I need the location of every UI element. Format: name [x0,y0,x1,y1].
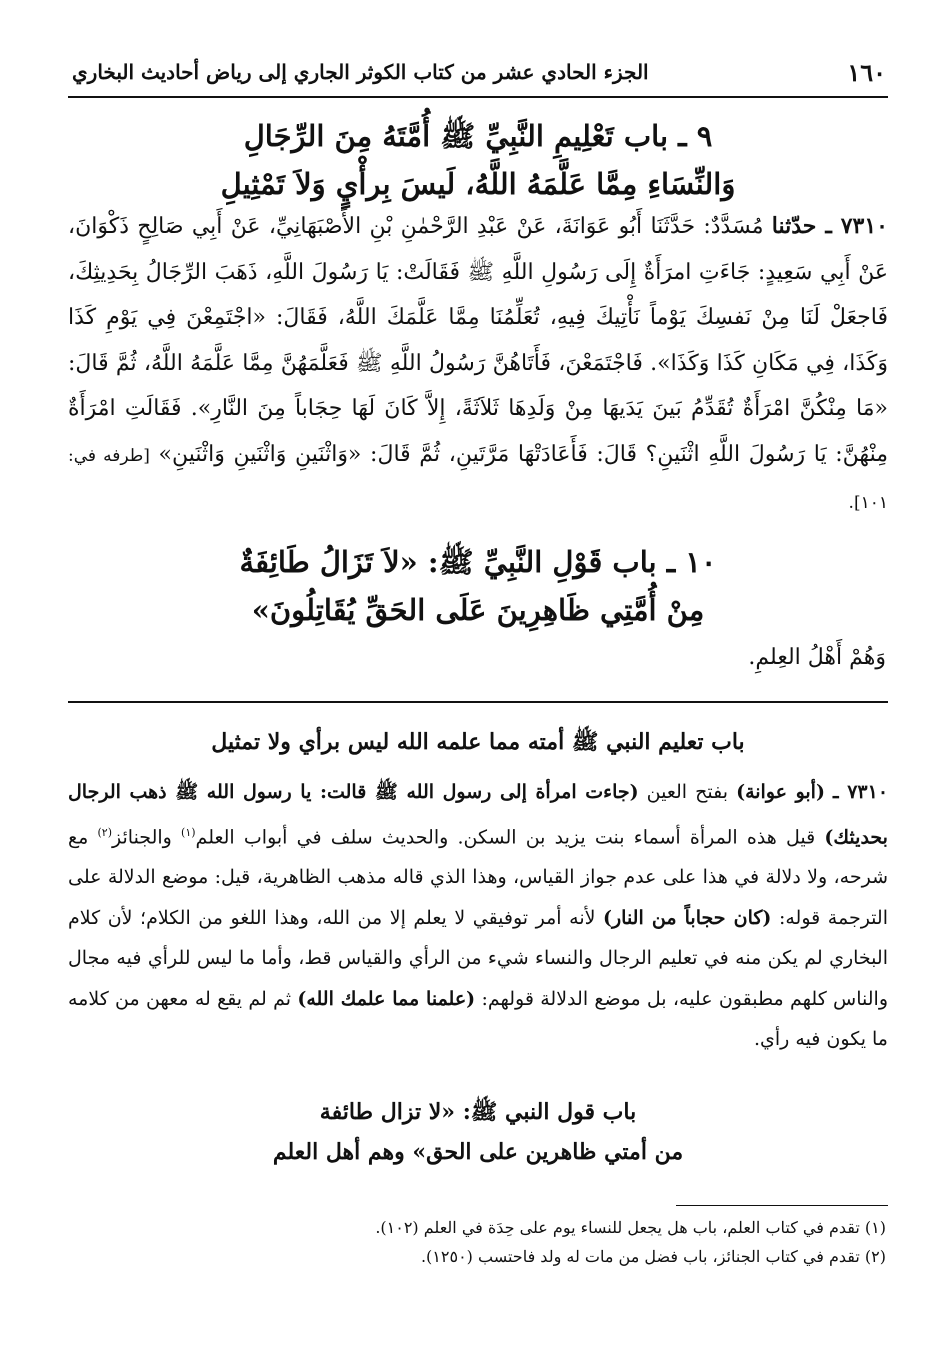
commentary-heading-2-line-1: باب قول النبي ﷺ: «لا تزال طائفة [319,1099,637,1125]
commentary-text-4: لأنه أمر توفيقي لا يعلم إلا من الله، وهذا اللغو من الكلام؛ لأن كلام البخاري لم يكن منه في تعليم الرجال والنساء شيء من الرأي والقياس قط، وأما ما ليس للرأي فيه مجال والناس كلهم مطبقون عليه، بل موضع الدلالة قولهم: [68,906,889,1010]
commentary-quote-teach: (علمنا مما علمك الله) [297,987,476,1010]
commentary-quote-veil: (كان حجاباً من النار) [602,906,772,929]
chapter-10-heading-line-1: ١٠ ـ باب قَوْلِ النَّبِيِّ ﷺ: «لاَ تَزَالُ طَائِفَةٌ [239,545,717,579]
commentary-quote-hadith: (جاءت امرأة إلى رسول الله ﷺ قالت: يا رسول الله ﷺ ذهب الرجال بحديثك) [68,781,888,848]
chapter-9-heading [68,112,888,208]
book-page [68,0,888,1361]
footnote-1: (١) تقدم في كتاب العلم، باب هل يجعل للنساء يوم على حِدَة في العلم (١٠٢). [375,1218,886,1237]
footnote-2: (٢) تقدم في كتاب الجنائز، باب فضل من مات له ولد فاحتسب (١٢٥٠). [420,1247,886,1266]
hadith-number-label: ٧٣١٠ ـ حدّثنا [771,213,888,239]
commentary-gloss: بفتح العين [646,781,729,803]
page-header [68,56,888,98]
footnote-marker-2[interactable]: (٢) [97,825,113,839]
commentary-text-5: ثم لم يقع له معهن من كلامه ما يكون فيه رأي. [68,987,888,1051]
commentary-text-1: قيل هذه المرأة أسماء بنت يزيد بن السكن. والحديث سلف في أبواب العلم [195,825,816,848]
footnote-marker-1[interactable]: (١) [181,825,196,839]
chapter-10-heading-line-2: مِنْ أُمَّتِي ظَاهِرِينَ عَلَى الحَقِّ يُقَاتِلُونَ» [251,593,705,627]
page-number: ١٦٠ [847,58,886,87]
commentary-7310-text [68,772,888,1060]
commentary-quote-narrator: (أبو عوانة) [736,781,825,803]
chapter-9-heading-line-2: وَالنِّسَاءِ مِمَّا عَلَّمَهُ اللَّهُ، لَيسَ بِرأْيٍ وَلاَ تَمْثِيلِ [220,167,736,201]
chapter-10-continuation: وَهُمْ أَهْلُ العِلمِ. [748,645,886,670]
commentary-text-3: مع شرحه، ولا دلالة في هذا على عدم جواز القياس، وهذا الذي قاله مذهب الظاهرية، قيل: موضع الدلالة على الترجمة قوله: [68,825,888,929]
footnotes [70,1213,886,1271]
running-title: الجزء الحادي عشر من كتاب الكوثر الجاري إلى رياض أحاديث البخاري [72,60,649,84]
hadith-body: مُسَدَّدٌ: حَدَّثَنَا أَبُو عَوَانَةَ، عَنْ عَبْدِ الرَّحْمٰنِ بْنِ الأَصْبَهَانِيِّ، عَنْ أَبِي صَالِحٍ ذَكْوَانَ، عَنْ أَبِي سَعِيدٍ: جَاءَتِ امرَأَةٌ إِلَى رَسُولِ اللَّهِ ﷺ فَقَالَتْ: يَا رَسُولَ اللَّهِ، ذَهَبَ الرِّجَالُ بِحَدِيثِكَ، فَاجعَلْ لَنَا مِنْ نَفسِكَ يَوْماً نَأْتِيكَ فِيهِ، تُعَلِّمُنَا مِمَّا عَلَّمَكَ اللَّهُ، فَقَالَ: «اجْتَمِعْنَ فِي يَوْمِ كَذَا وَكَذَا، فِي مَكَانِ كَذَا وَكَذَا». فَاجْتَمَعْنَ، فَأَتَاهُنَّ رَسُولُ اللَّهِ ﷺ فَعَلَّمَهُنَّ مِمَّا عَلَّمَهُ اللَّهُ، ثُمَّ قَالَ: «مَا مِنْكُنَّ امْرَأَةٌ تُقَدِّمُ بَينَ يَدَيهَا مِنْ وَلَدِهَا ثَلاَثَةً، إِلاَّ كَانَ لَهَا حِجَاباً مِنَ النَّارِ». فَقَالَتِ امْرَأَةٌ مِنْهُنَّ: يَا رَسُولَ اللَّهِ اثْنَينِ؟ قَالَ: فَأَعَادَتْهَا مَرَّتَينِ، ثُمَّ قَالَ: «وَاثْنَينِ وَاثْنَينِ وَاثْنَينِ» [68,214,888,467]
chapter-9-heading-line-1: ٩ ـ باب تَعْلِيمِ النَّبِيِّ ﷺ أُمَّتَهُ مِنَ الرِّجَالِ [243,119,713,153]
commentary-heading-2-line-2: من أمتي ظاهرين على الحق» وهم أهل العلم [272,1139,684,1165]
section-divider [68,701,888,703]
commentary-heading-2 [68,1092,888,1172]
hadith-cross-reference: [طرفه في: ١٠١]. [68,445,888,513]
footnote-divider [676,1205,888,1206]
commentary-text-2: والجنائز [112,825,172,848]
commentary-number: ٧٣١٠ ـ [833,781,889,803]
commentary-heading: باب تعليم النبي ﷺ أمته مما علمه الله ليس برأي ولا تمثيل [211,729,745,755]
chapter-10-heading [68,538,888,634]
hadith-7310-text [68,204,888,527]
